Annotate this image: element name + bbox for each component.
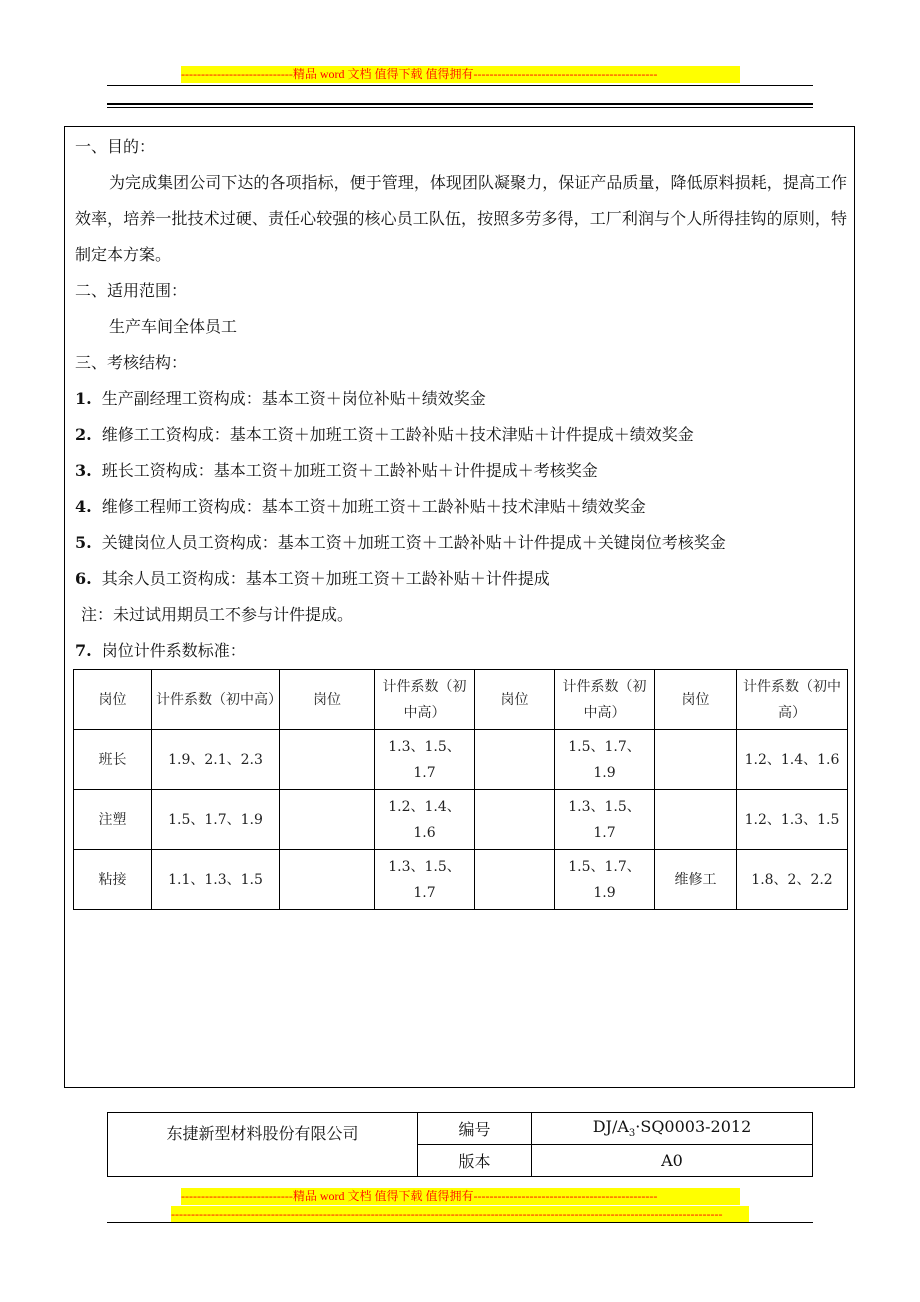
table-cell bbox=[655, 790, 737, 850]
table-row bbox=[74, 850, 848, 910]
item-text: 维修工工资构成：基本工资＋加班工资＋工龄补贴＋技术津贴＋计件提成＋绩效奖金 bbox=[101, 425, 694, 444]
header-rule bbox=[107, 85, 813, 86]
table-cell bbox=[280, 790, 375, 850]
item-number: 1. bbox=[75, 389, 92, 408]
scope-heading: 二、适用范围： bbox=[75, 281, 188, 300]
content-box bbox=[64, 126, 855, 1088]
table-cell: 1.9、2.1、2.3 bbox=[152, 730, 280, 790]
table-cell: 1.1、1.3、1.5 bbox=[152, 850, 280, 910]
document-footer-table bbox=[107, 1112, 813, 1177]
coefficient-table bbox=[73, 669, 848, 910]
item-number: 6. bbox=[75, 569, 92, 588]
version-label: 版本 bbox=[418, 1145, 532, 1177]
item-number: 5. bbox=[75, 533, 92, 552]
item-text: 岗位计件系数标准： bbox=[101, 641, 246, 660]
table-cell: 1.5、1.7、1.9 bbox=[555, 850, 655, 910]
structure-item-1 bbox=[75, 389, 486, 409]
table-cell: 1.8、2、2.2 bbox=[737, 850, 848, 910]
header-cell: 岗位 bbox=[475, 670, 555, 730]
item-number: 2. bbox=[75, 425, 92, 444]
structure-item-7 bbox=[75, 641, 246, 661]
bottom-banner-dashes: ------------------------------------------------------------------------------------------------------------------------------------------ bbox=[171, 1206, 749, 1223]
item-text: 维修工程师工资构成：基本工资＋加班工资＋工龄补贴＋技术津贴＋绩效奖金 bbox=[101, 497, 646, 516]
table-cell bbox=[655, 730, 737, 790]
table-cell bbox=[475, 730, 555, 790]
version-value: A0 bbox=[532, 1145, 813, 1177]
item-number: 7. bbox=[75, 641, 92, 660]
structure-item-6 bbox=[75, 569, 550, 589]
structure-heading: 三、考核结构： bbox=[75, 353, 188, 372]
table-cell: 班长 bbox=[74, 730, 152, 790]
table-cell: 1.3、1.5、1.7 bbox=[375, 850, 475, 910]
item-text: 其余人员工资构成：基本工资＋加班工资＋工龄补贴＋计件提成 bbox=[101, 569, 550, 588]
header-cell: 岗位 bbox=[655, 670, 737, 730]
table-row bbox=[74, 730, 848, 790]
table-cell: 1.2、1.4、1.6 bbox=[375, 790, 475, 850]
item-text: 关键岗位人员工资构成：基本工资＋加班工资＋工龄补贴＋计件提成＋关键岗位考核奖金 bbox=[101, 533, 726, 552]
structure-item-3 bbox=[75, 461, 598, 481]
top-banner: ----------------------------精品 word 文档 值得下载 值得拥有---------------------------------------------- bbox=[181, 66, 740, 83]
purpose-text: 为完成集团公司下达的各项指标，便于管理，体现团队凝聚力，保证产品质量，降低原料损耗，提高工作效率，培养一批技术过硬、责任心较强的核心员工队伍，按照多劳多得，工厂利润与个人所得挂钩的原则，特制定本方案。 bbox=[75, 173, 847, 264]
footer-rule bbox=[107, 1222, 813, 1223]
header-rule-double-top bbox=[107, 103, 813, 105]
table-cell: 注塑 bbox=[74, 790, 152, 850]
header-cell: 计件系数（初中高） bbox=[375, 670, 475, 730]
item-text: 生产副经理工资构成：基本工资＋岗位补贴＋绩效奖金 bbox=[101, 389, 486, 408]
table-header-row bbox=[74, 670, 848, 730]
table-row bbox=[74, 790, 848, 850]
item-number: 4. bbox=[75, 497, 92, 516]
table-cell: 1.2、1.3、1.5 bbox=[737, 790, 848, 850]
structure-item-4 bbox=[75, 497, 646, 517]
scope-text: 生产车间全体员工 bbox=[109, 317, 238, 336]
table-cell bbox=[280, 730, 375, 790]
table-cell: 1.2、1.4、1.6 bbox=[737, 730, 848, 790]
number-label: 编号 bbox=[418, 1113, 532, 1145]
header-cell: 岗位 bbox=[280, 670, 375, 730]
table-cell bbox=[475, 850, 555, 910]
table-cell bbox=[475, 790, 555, 850]
probation-note: 注：未过试用期员工不参与计件提成。 bbox=[81, 605, 354, 624]
table-cell: 1.3、1.5、1.7 bbox=[375, 730, 475, 790]
header-cell: 计件系数（初中高） bbox=[737, 670, 848, 730]
header-cell: 计件系数（初中高） bbox=[152, 670, 280, 730]
item-number: 3. bbox=[75, 461, 92, 480]
item-text: 班长工资构成：基本工资＋加班工资＋工龄补贴＋计件提成＋考核奖金 bbox=[101, 461, 598, 480]
table-cell bbox=[280, 850, 375, 910]
structure-item-2 bbox=[75, 425, 694, 445]
company-name: 东捷新型材料股份有限公司 bbox=[108, 1113, 418, 1177]
header-rule-double-bottom bbox=[107, 107, 813, 108]
purpose-heading: 一、目的： bbox=[75, 137, 156, 156]
table-cell: 1.5、1.7、1.9 bbox=[555, 730, 655, 790]
document-number: $DJ/A_3\cdot SQ0003-2012$ bbox=[532, 1113, 813, 1145]
header-cell: 计件系数（初中高） bbox=[555, 670, 655, 730]
bottom-banner: ----------------------------精品 word 文档 值得下载 值得拥有---------------------------------------------- bbox=[181, 1188, 740, 1205]
table-cell: 1.3、1.5、1.7 bbox=[555, 790, 655, 850]
table-cell: 1.5、1.7、1.9 bbox=[152, 790, 280, 850]
table-cell: 粘接 bbox=[74, 850, 152, 910]
structure-item-5 bbox=[75, 533, 726, 553]
header-cell: 岗位 bbox=[74, 670, 152, 730]
table-cell: 维修工 bbox=[655, 850, 737, 910]
